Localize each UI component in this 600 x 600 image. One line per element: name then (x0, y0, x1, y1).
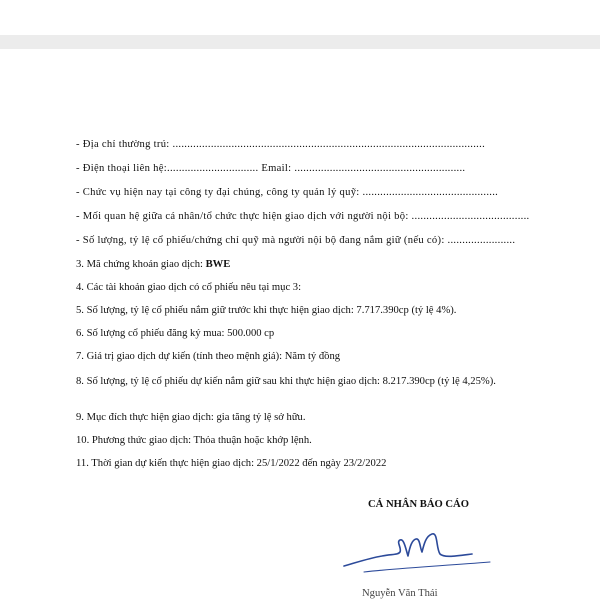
handwritten-signature (340, 522, 500, 580)
item-9-purpose: 9. Mục đích thực hiện giao dịch: gia tăng tỷ lệ sở hữu. (76, 412, 306, 423)
signer-name: Nguyễn Văn Thái (362, 588, 438, 599)
item-7-transaction-value: 7. Giá trị giao dịch dự kiến (tính theo mệnh giá): Năm tỷ đồng (76, 351, 341, 362)
item-10-method: 10. Phương thức giao dịch: Thỏa thuận hoặc khớp lệnh. (76, 435, 312, 446)
phone-email-field: - Điện thoại liên hệ:............................... Email: .......................................................... (76, 163, 466, 174)
insider-holdings-field: - Số lượng, tỷ lệ cổ phiếu/chứng chỉ quỹ mà người nội bộ đang nắm giữ (nếu có): ....................... (76, 235, 516, 246)
current-position-field: - Chức vụ hiện nay tại công ty đại chúng, công ty quản lý quỹ: .............................................. (76, 187, 499, 198)
permanent-address-field: - Địa chỉ thường trú: .......................................................................................................... (76, 139, 486, 150)
item-3-value: BWE (205, 259, 231, 270)
item-8-holdings-after: 8. Số lượng, tỷ lệ cổ phiếu dự kiến nắm giữ sau khi thực hiện giao dịch: 8.217.390cp (tỷ lệ 4,25%). (76, 376, 496, 387)
insider-relationship-field: - Mối quan hệ giữa cá nhân/tổ chức thực hiện giao dịch với người nội bộ: ........................................ (76, 211, 530, 222)
item-3-label: 3. Mã chứng khoán giao dịch: (76, 259, 206, 270)
item-4-accounts: 4. Các tài khoản giao dịch có cổ phiếu nêu tại mục 3: (76, 282, 302, 293)
item-11-timeframe: 11. Thời gian dự kiến thực hiện giao dịch: 25/1/2022 đến ngày 23/2/2022 (76, 458, 387, 469)
item-3-stock-code (76, 259, 230, 270)
item-6-register-buy: 6. Số lượng cổ phiếu đăng ký mua: 500.000 cp (76, 328, 275, 339)
item-5-holdings-before: 5. Số lượng, tỷ lệ cổ phiếu nắm giữ trước khi thực hiện giao dịch: 7.717.390cp (tỷ lệ 4%). (76, 305, 457, 316)
signature-title: CÁ NHÂN BÁO CÁO (368, 499, 469, 510)
